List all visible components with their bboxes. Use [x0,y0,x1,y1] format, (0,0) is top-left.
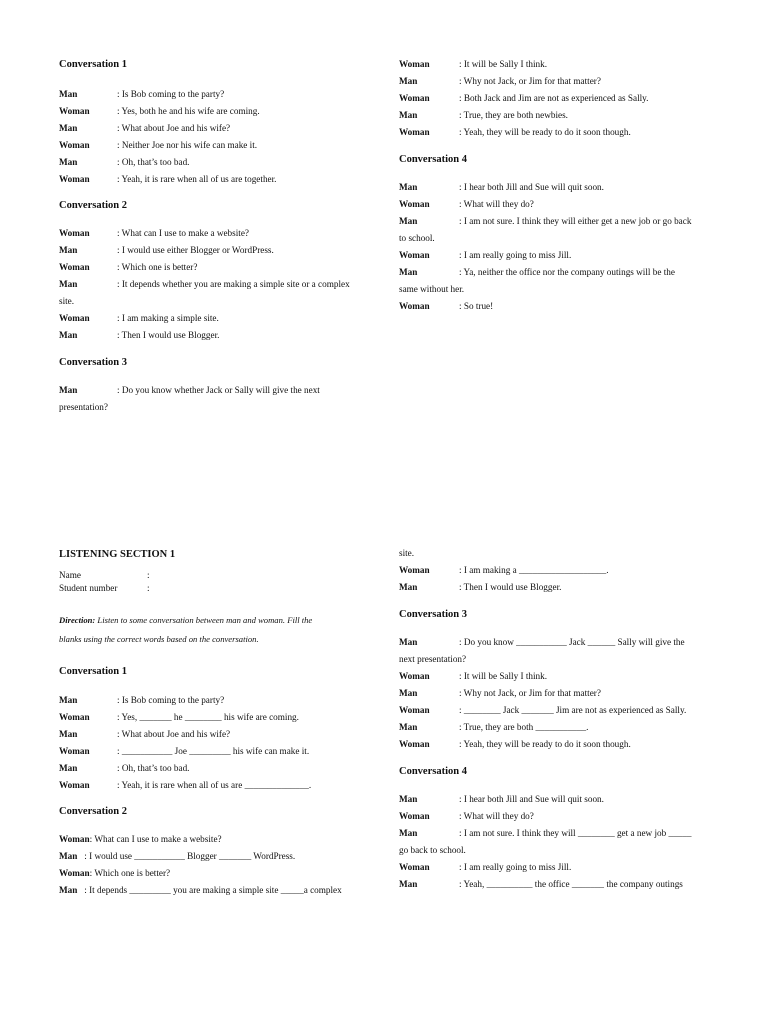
dialogue-line [59,382,379,399]
dialogue-text: : I hear both Jill and Sue will quit soon. [459,182,604,192]
direction-body: Listen to some conversation between man and woman. Fill the [95,615,313,625]
speaker-label: Man [399,879,418,889]
dialogue-text: : Which one is better? [89,868,171,878]
dialogue-text: : It depends whether you are making a simple site or a complex [117,279,350,289]
speaker-label: Woman [59,712,90,722]
dialogue-continuation: same without her. [399,284,465,294]
speaker-label: Man [59,245,78,255]
speaker-label: Woman [59,262,90,272]
dialogue-line [59,692,379,709]
dialogue-text: : Yes, _______ he ________ his wife are coming. [117,712,299,722]
dialogue-text: : I would use ___________ Blogger _______ WordPress. [77,851,296,861]
dialogue-text: : Yeah, it is rare when all of us are ______________. [117,780,312,790]
dialogue-text: : Yeah, it is rare when all of us are together. [117,174,277,184]
dialogue-text: : Why not Jack, or Jim for that matter? [459,688,601,698]
dialogue-continuation: go back to school. [399,845,466,855]
dialogue-line [59,120,379,137]
dialogue-text: : Neither Joe nor his wife can make it. [117,140,258,150]
speaker-label: Man [399,216,418,226]
dialogue-continuation: site. [59,296,75,306]
direction-text [59,611,379,649]
speaker-label: Woman [399,250,430,260]
speaker-label: Woman [399,301,430,311]
dialogue-text: : I am making a simple site. [117,313,219,323]
speaker-label: Man [399,267,418,277]
dialogue-continuation: to school. [399,233,435,243]
dialogue-text: : What will they do? [459,811,534,821]
student-number-label: Student number [59,583,118,593]
dialogue-text: : I am making a ___________________. [459,565,609,575]
speaker-label: Woman [59,868,90,878]
dialogue-line [59,310,379,327]
dialogue-text: : Then I would use Blogger. [117,330,220,340]
dialogue-text: : Is Bob coming to the party? [117,89,225,99]
speaker-label: Man [59,885,78,895]
speaker-label: Man [399,110,418,120]
dialogue-text: : Yeah, __________ the office _______ the company outings [459,879,683,889]
dialogue-text: : So true! [459,301,494,311]
dialogue-line [399,196,719,213]
speaker-label: Woman [399,93,430,103]
speaker-label: Man [399,182,418,192]
dialogue-block [399,179,719,315]
dialogue-text: : Is Bob coming to the party? [117,695,225,705]
dialogue-line [399,634,719,651]
colon: : [147,583,150,593]
dialogue-line [399,107,719,124]
conversation-title: Conversation 1 [59,59,127,70]
dialogue-block [59,831,379,899]
dialogue-line [399,213,719,230]
dialogue-line [399,264,719,281]
dialogue-text: : Oh, that’s too bad. [117,763,190,773]
dialogue-block [399,56,719,141]
dialogue-text: : What about Joe and his wife? [117,729,231,739]
conversation-title: Conversation 3 [59,357,127,368]
conversation-title: Conversation 2 [59,200,127,211]
dialogue-line [399,124,719,141]
dialogue-line [399,298,719,315]
student-number-row [59,582,379,595]
speaker-label: Woman [399,127,430,137]
dialogue-line [399,736,719,753]
dialogue-line [59,709,379,726]
dialogue-text: : What about Joe and his wife? [117,123,231,133]
dialogue-text: : Yeah, they will be ready to do it soon though. [459,739,631,749]
dialogue-text: : What will they do? [459,199,534,209]
dialogue-text: : Yeah, they will be ready to do it soon though. [459,127,631,137]
dialogue-text: : What can I use to make a website? [117,228,249,238]
dialogue-text: : Ya, neither the office nor the company outings will be the [459,267,675,277]
speaker-label: Woman [59,228,90,238]
section-title: LISTENING SECTION 1 [59,549,176,560]
dialogue-text: : Yes, both he and his wife are coming. [117,106,260,116]
direction-body-2: blanks using the correct words based on the conversation. [59,634,259,644]
dialogue-line [399,876,719,893]
conversation-title: Conversation 1 [59,666,127,677]
conversation-title: Conversation 4 [399,766,467,777]
speaker-label: Woman [59,746,90,756]
dialogue-text: : ________ Jack _______ Jim are not as experienced as Sally. [459,705,687,715]
dialogue-continuation: site. [399,548,415,558]
dialogue-text: : Why not Jack, or Jim for that matter? [459,76,601,86]
conversation-title: Conversation 3 [399,609,467,620]
dialogue-line [59,259,379,276]
speaker-label: Woman [399,59,430,69]
dialogue-text: : I would use either Blogger or WordPress. [117,245,274,255]
dialogue-line [399,685,719,702]
dialogue-block [59,692,379,794]
speaker-label: Woman [59,834,90,844]
direction-label: Direction: [59,615,96,625]
dialogue-text: : Do you know ___________ Jack ______ Sally will give the [459,637,685,647]
dialogue-line [399,90,719,107]
speaker-label: Man [59,695,78,705]
dialogue-line [399,808,719,825]
speaker-label: Woman [399,705,430,715]
dialogue-line [59,225,379,242]
speaker-label: Man [399,828,418,838]
dialogue-line [59,848,379,865]
dialogue-text: : True, they are both ___________. [459,722,589,732]
speaker-label: Woman [59,313,90,323]
dialogue-block [399,791,719,893]
page1-right-column [399,56,719,315]
dialogue-line [59,865,379,882]
dialogue-text: : I am really going to miss Jill. [459,250,572,260]
dialogue-line [59,777,379,794]
speaker-label: Woman [399,565,430,575]
dialogue-line [399,179,719,196]
speaker-label: Woman [399,671,430,681]
dialogue-text: : I am really going to miss Jill. [459,862,572,872]
speaker-label: Man [59,330,78,340]
speaker-label: Man [59,157,78,167]
dialogue-line [399,579,719,596]
speaker-label: Man [59,385,78,395]
dialogue-line [59,171,379,188]
speaker-label: Man [399,688,418,698]
dialogue-line [59,726,379,743]
dialogue-line [399,702,719,719]
speaker-label: Man [59,851,78,861]
page1-left-column [59,58,379,416]
dialogue-text: : It depends _________ you are making a simple site _____a complex [77,885,342,895]
dialogue-line [59,103,379,120]
dialogue-line [59,327,379,344]
dialogue-line [399,791,719,808]
speaker-label: Man [59,763,78,773]
dialogue-line [399,668,719,685]
speaker-label: Woman [399,739,430,749]
dialogue-block [59,86,379,188]
speaker-label: Woman [399,199,430,209]
speaker-label: Man [399,794,418,804]
dialogue-line [399,73,719,90]
student-info [59,569,379,595]
dialogue-line [59,831,379,848]
dialogue-line [59,882,379,899]
speaker-label: Man [399,582,418,592]
speaker-label: Man [59,279,78,289]
dialogue-line [399,562,719,579]
speaker-label: Man [399,637,418,647]
speaker-label: Man [59,729,78,739]
conversation-title: Conversation 2 [59,806,127,817]
name-row [59,569,379,582]
dialogue-text: : Then I would use Blogger. [459,582,562,592]
speaker-label: Man [59,89,78,99]
dialogue-text: : Which one is better? [117,262,198,272]
dialogue-block [59,225,379,344]
dialogue-line [59,760,379,777]
conversation-title: Conversation 4 [399,154,467,165]
dialogue-line [59,743,379,760]
dialogue-text: : What can I use to make a website? [89,834,222,844]
speaker-label: Man [59,123,78,133]
speaker-label: Woman [59,140,90,150]
page2-left-column [59,546,379,899]
dialogue-text: : True, they are both newbies. [459,110,568,120]
name-label: Name [59,570,81,580]
dialogue-text: : I hear both Jill and Sue will quit soon. [459,794,604,804]
speaker-label: Man [399,722,418,732]
page2-right-column [399,545,719,893]
speaker-label: Man [399,76,418,86]
dialogue-line [59,154,379,171]
dialogue-text: : Do you know whether Jack or Sally will give the next [117,385,320,395]
dialogue-continuation: next presentation? [399,654,467,664]
dialogue-line [399,825,719,842]
dialogue-text: : I am not sure. I think they will ________ get a new job _____ [459,828,692,838]
speaker-label: Woman [59,780,90,790]
dialogue-line [59,86,379,103]
colon: : [147,570,150,580]
dialogue-line [59,137,379,154]
dialogue-text: : It will be Sally I think. [459,671,548,681]
dialogue-continuation: presentation? [59,402,108,412]
dialogue-text: : I am not sure. I think they will either get a new job or go back [459,216,692,226]
speaker-label: Woman [399,862,430,872]
dialogue-line [399,247,719,264]
dialogue-line [59,276,379,293]
speaker-label: Woman [399,811,430,821]
dialogue-block [59,382,379,416]
dialogue-block [399,634,719,753]
dialogue-line [399,56,719,73]
speaker-label: Woman [59,106,90,116]
dialogue-line [399,719,719,736]
dialogue-block [399,545,719,596]
dialogue-line [399,859,719,876]
dialogue-text: : Both Jack and Jim are not as experienced as Sally. [459,93,649,103]
dialogue-text: : ___________ Joe _________ his wife can make it. [117,746,310,756]
speaker-label: Woman [59,174,90,184]
dialogue-line [59,242,379,259]
dialogue-text: : It will be Sally I think. [459,59,548,69]
dialogue-text: : Oh, that’s too bad. [117,157,190,167]
